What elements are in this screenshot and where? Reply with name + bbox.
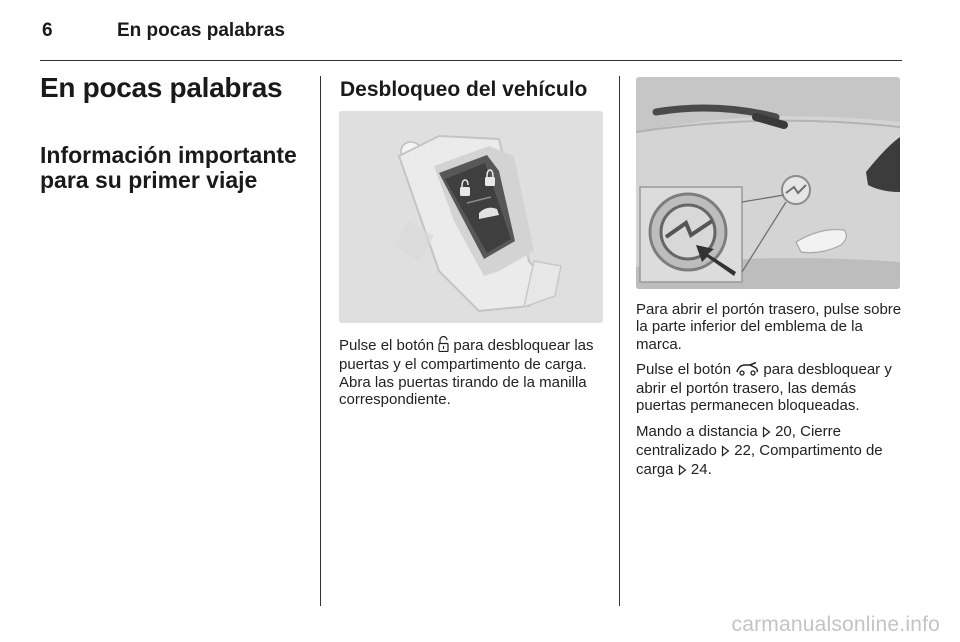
page-number: 6 xyxy=(42,20,53,41)
header-rule xyxy=(40,60,902,61)
page-ref-link[interactable]: 24 xyxy=(690,461,708,479)
section-title: En pocas palabras xyxy=(40,72,283,103)
page-ref-link[interactable]: 22 xyxy=(734,442,751,460)
tailgate-emblem-illustration xyxy=(636,77,900,289)
reference-arrow-icon xyxy=(678,463,687,480)
running-header-title: En pocas palabras xyxy=(117,20,285,41)
car-tailgate-icon xyxy=(735,362,759,380)
remote-key-illustration xyxy=(339,111,603,323)
emblem-paragraph: Para abrir el portón trasero, pulse sobre la parte inferior del emblema de la marca. xyxy=(636,301,902,353)
unlock-paragraph: Pulse el botón para desbloquear las puertas y el compartimento de carga. Abra las puertas tirando de la manilla correspondiente. xyxy=(339,337,594,408)
unlock-vehicle-heading: Desbloqueo del vehículo xyxy=(340,78,588,101)
tailgate-instructions-text xyxy=(636,301,902,489)
watermark: carmanualsonline.info xyxy=(731,613,940,636)
cross-reference-paragraph: Mando a distancia 20, Cierre centralizado 22, Compartimento de carga 24. xyxy=(636,423,902,481)
page-ref-link[interactable]: 20 xyxy=(775,422,792,440)
unlock-instructions-text xyxy=(339,336,605,416)
column-divider-right xyxy=(619,76,620,606)
column-divider-left xyxy=(320,76,321,606)
reference-arrow-icon xyxy=(762,425,771,442)
reference-arrow-icon xyxy=(721,444,730,461)
subsection-title: Información importante para su primer viaje xyxy=(40,142,297,193)
unlock-icon xyxy=(438,336,449,356)
tailgate-button-paragraph: Pulse el botón para desbloquear y abrir el portón trasero, las demás puertas permanecen bloqueadas. xyxy=(636,360,892,415)
